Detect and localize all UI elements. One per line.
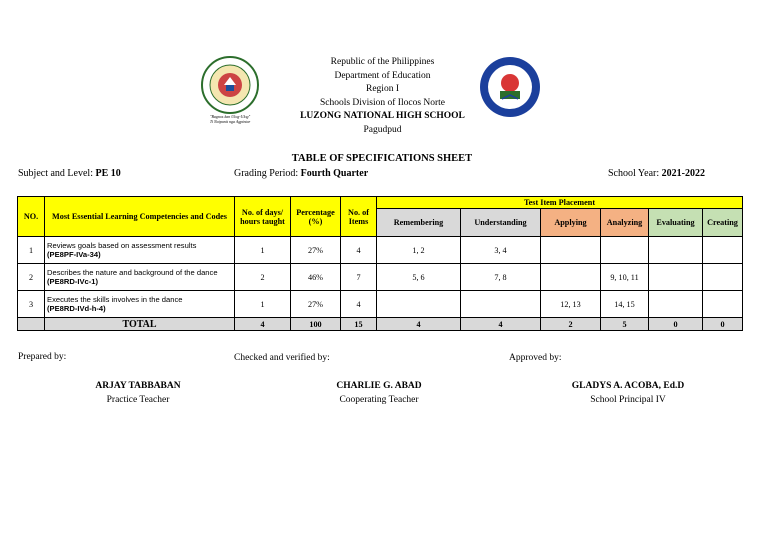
col-header-remembering: Remembering	[377, 209, 461, 237]
table-row	[18, 264, 743, 291]
prepared-name: ARJAY TABBABAN	[95, 381, 181, 391]
row-evaluating	[649, 291, 703, 318]
prepared-role: Practice Teacher	[106, 395, 170, 405]
row-applying: 12, 13	[541, 291, 601, 318]
approved-role: School Principal IV	[590, 395, 666, 405]
competency-code: (PE8RD-IVd-h-4)	[47, 304, 106, 313]
row-percentage: 27%	[291, 237, 341, 264]
row-items: 4	[341, 291, 377, 318]
checked-by-label: Checked and verified by:	[234, 353, 330, 363]
header-division: Schools Division of Ilocos Norte	[319, 97, 446, 108]
row-applying	[541, 264, 601, 291]
approved-by-label: Approved by:	[509, 353, 562, 363]
row-analyzing: 9, 10, 11	[601, 264, 649, 291]
document-header	[250, 56, 515, 138]
row-creating	[703, 237, 743, 264]
total-items: 15	[341, 318, 377, 331]
total-evaluating: 0	[649, 318, 703, 331]
row-applying	[541, 237, 601, 264]
checked-name: CHARLIE G. ABAD	[336, 381, 422, 391]
school-year	[608, 168, 705, 179]
row-understanding: 3, 4	[461, 237, 541, 264]
header-region: Region I	[366, 84, 399, 95]
row-creating	[703, 264, 743, 291]
col-header-placement: Test Item Placement	[377, 197, 743, 209]
row-items: 4	[341, 237, 377, 264]
row-evaluating	[649, 237, 703, 264]
competency-code: (PE8PF-IVa-34)	[47, 250, 101, 259]
row-creating	[703, 291, 743, 318]
row-competency	[45, 237, 235, 264]
col-header-evaluating: Evaluating	[649, 209, 703, 237]
col-header-understanding: Understanding	[461, 209, 541, 237]
grading-period	[234, 168, 368, 179]
document-title: TABLE OF SPECIFICATIONS SHEET	[291, 153, 473, 164]
row-percentage: 46%	[291, 264, 341, 291]
header-town: Pagudpud	[363, 124, 402, 135]
subject-label: Subject and Level:	[18, 168, 93, 179]
row-understanding	[461, 291, 541, 318]
row-remembering: 5, 6	[377, 264, 461, 291]
header-school: LUZONG NATIONAL HIGH SCHOOL	[300, 111, 465, 122]
row-analyzing	[601, 237, 649, 264]
row-percentage: 27%	[291, 291, 341, 318]
grading-label: Grading Period:	[234, 168, 299, 179]
total-days: 4	[235, 318, 291, 331]
competency-text: Describes the nature and background of the dance	[47, 268, 218, 277]
col-header-analyzing: Analyzing	[601, 209, 649, 237]
row-understanding: 7, 8	[461, 264, 541, 291]
prepared-by-label: Prepared by:	[18, 352, 67, 362]
total-analyzing: 5	[601, 318, 649, 331]
row-no: 3	[18, 291, 45, 318]
competency-text: Reviews goals based on assessment results	[47, 241, 197, 250]
header-republic: Republic of the Philippines	[330, 57, 435, 67]
col-header-days: No. of days/ hours taught	[235, 197, 291, 237]
subject-level	[18, 168, 121, 179]
col-header-items: No. of Items	[341, 197, 377, 237]
svg-text:Ti Naipanit nga Agpintar: Ti Naipanit nga Agpintar	[209, 119, 251, 124]
total-percentage: 100	[291, 318, 341, 331]
col-header-percentage: Percentage (%)	[291, 197, 341, 237]
checked-role: Cooperating Teacher	[339, 395, 419, 405]
row-remembering: 1, 2	[377, 237, 461, 264]
subject-value: PE 10	[95, 168, 121, 179]
row-remembering	[377, 291, 461, 318]
row-days: 1	[235, 237, 291, 264]
approved-name: GLADYS A. ACOBA, Ed.D	[571, 381, 685, 391]
year-label: School Year:	[608, 168, 660, 179]
row-evaluating	[649, 264, 703, 291]
row-analyzing: 14, 15	[601, 291, 649, 318]
specifications-table	[17, 196, 743, 331]
col-header-applying: Applying	[541, 209, 601, 237]
competency-code: (PE8RD-IVc-1)	[47, 277, 99, 286]
total-applying: 2	[541, 318, 601, 331]
table-row	[18, 237, 743, 264]
total-row	[18, 318, 743, 331]
row-items: 7	[341, 264, 377, 291]
row-days: 1	[235, 291, 291, 318]
row-no: 2	[18, 264, 45, 291]
grading-value: Fourth Quarter	[300, 168, 369, 179]
row-competency	[45, 291, 235, 318]
competency-text: Executes the skills involves in the dance	[47, 295, 183, 304]
year-value: 2021-2022	[661, 168, 705, 179]
col-header-creating: Creating	[703, 209, 743, 237]
total-understanding: 4	[461, 318, 541, 331]
total-label: TOTAL	[45, 318, 235, 331]
header-department: Department of Education	[334, 70, 431, 81]
total-no	[18, 318, 45, 331]
col-header-competencies: Most Essential Learning Competencies and Codes	[45, 197, 235, 237]
row-no: 1	[18, 237, 45, 264]
row-competency	[45, 264, 235, 291]
total-creating: 0	[703, 318, 743, 331]
svg-text:"Bagnos kan Ulog-Ulog": "Bagnos kan Ulog-Ulog"	[209, 114, 251, 119]
table-row	[18, 291, 743, 318]
row-days: 2	[235, 264, 291, 291]
total-remembering: 4	[377, 318, 461, 331]
col-header-no: NO.	[18, 197, 45, 237]
